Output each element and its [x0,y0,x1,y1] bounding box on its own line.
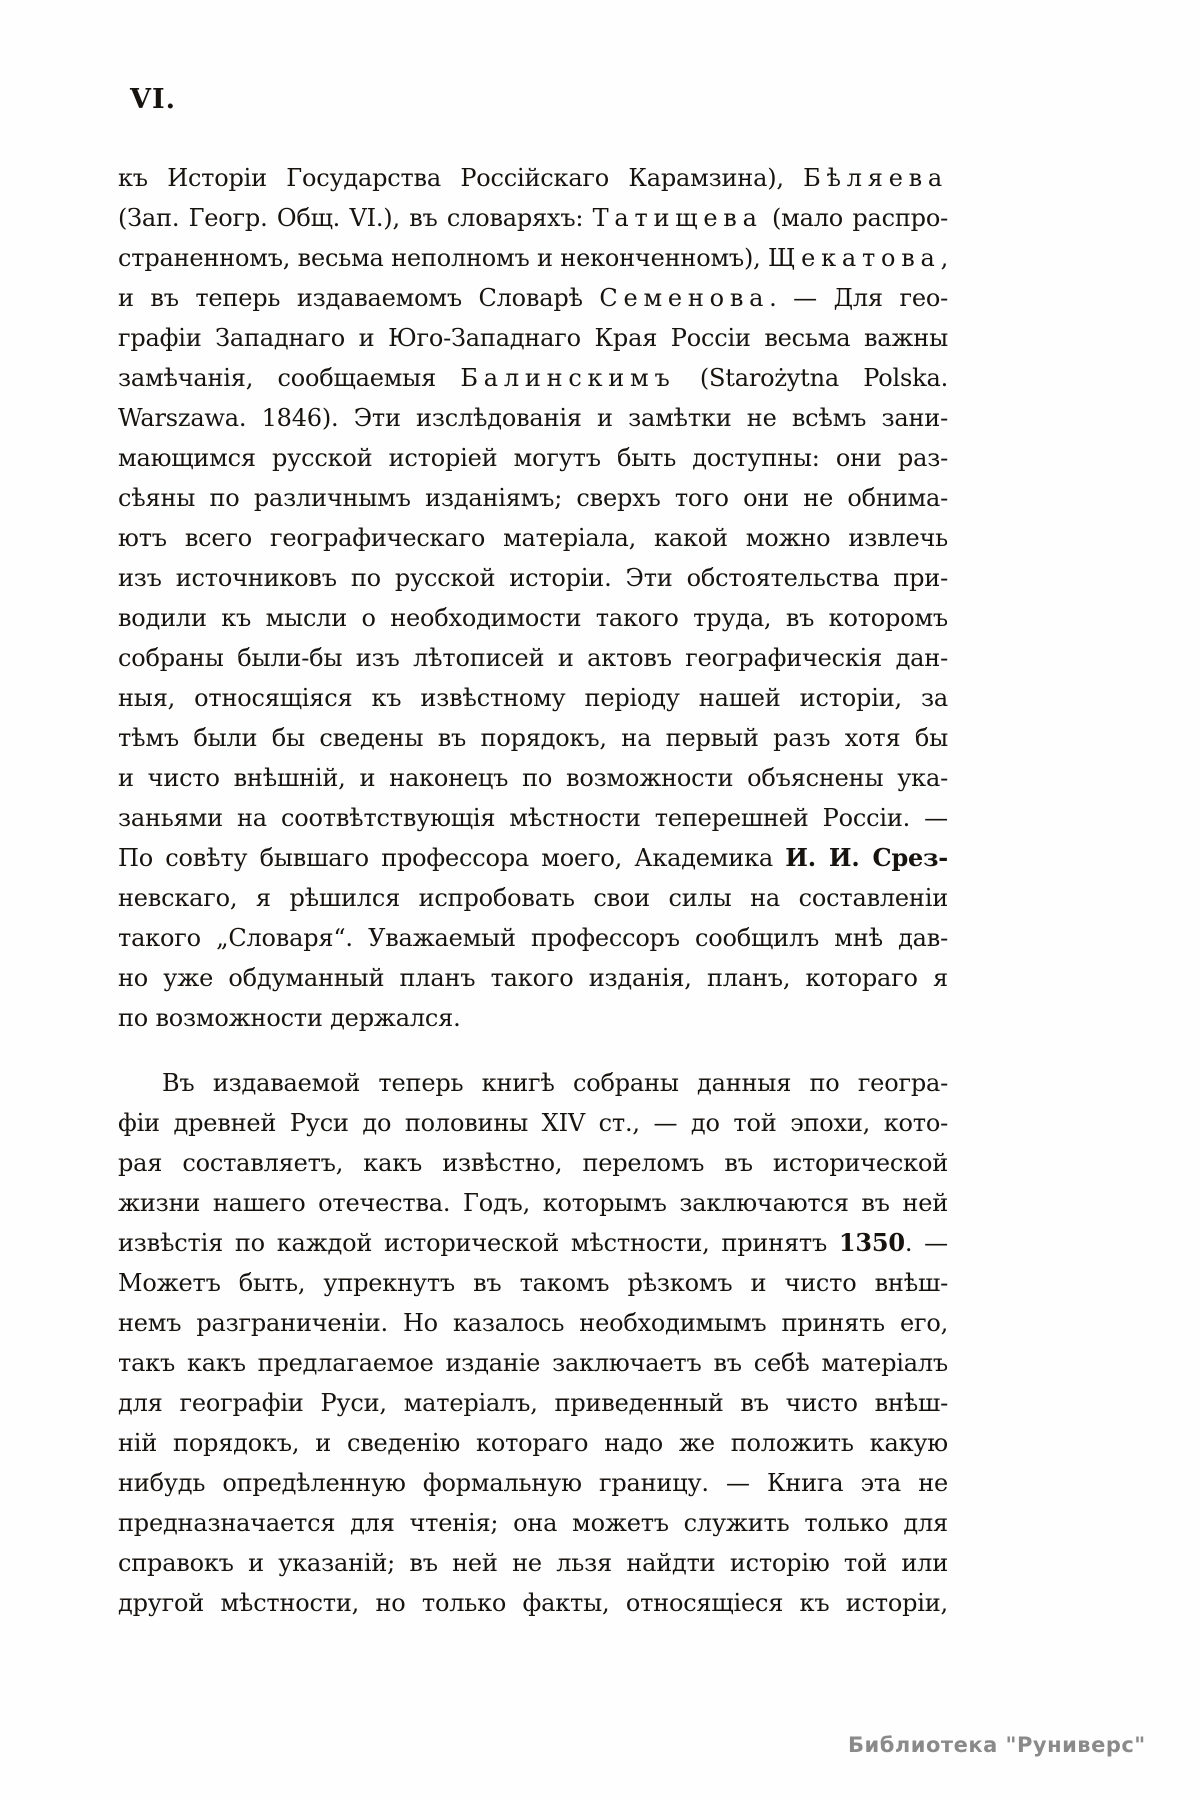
text-segment: извѣстія по каждой исторической мѣстности, принятъ [118,1229,839,1257]
text-segment: Бѣляева [803,164,948,192]
page-text [118,158,948,1623]
text-segment: такъ какъ предлагаемое изданіе заключаетъ въ себѣ матеріалъ [118,1349,948,1377]
text-segment: , [940,244,948,272]
text-segment: Warszawa. 1846). Эти изслѣдованія и замѣтки не всѣмъ зани- [118,404,948,432]
text-line [118,278,948,318]
text-segment: ныя, относящіяся къ извѣстному періоду нашей исторіи, за [118,684,948,712]
text-segment: (Зап. Геогр. Общ. VI.), въ словаряхъ: [118,204,593,232]
text-segment: фіи древней Руси до половины XIV ст., — до той эпохи, кото- [118,1109,948,1137]
text-segment: (Starożytna Polska. [675,364,948,392]
text-segment: изъ источниковъ по русской исторіи. Эти обстоятельства при- [118,564,948,592]
text-segment: жизни нашего отечества. Годъ, которымъ заключаются въ ней [118,1189,948,1217]
text-line [118,238,948,278]
text-segment: и чисто внѣшній, и наконецъ по возможности объяснены ука- [118,764,948,792]
text-line [118,1103,948,1143]
text-segment: . — Для гео- [769,284,948,312]
text-segment: сѣяны по различнымъ изданіямъ; сверхъ того они не обнима- [118,484,948,512]
text-line [118,878,948,918]
text-line [118,158,948,198]
text-line [118,638,948,678]
text-segment: тѣмъ были бы сведены въ порядокъ, на первый разъ хотя бы [118,724,948,752]
text-segment: собраны были-бы изъ лѣтописей и актовъ географическія дан- [118,644,948,672]
text-line [118,438,948,478]
text-segment: 1350 [838,1228,905,1257]
text-line [118,358,948,398]
text-segment: для географіи Руси, матеріалъ, приведенный въ чисто внѣш- [118,1389,948,1417]
text-line [118,958,948,998]
text-segment: невскаго, я рѣшился испробовать свои силы на составленіи [118,884,948,912]
text-line [118,398,948,438]
text-line [118,1583,948,1623]
text-segment: по возможности держался. [118,1004,461,1032]
text-segment: Щекатова [768,244,941,272]
library-watermark: Библиотека "Руниверс" [848,1733,1146,1757]
text-segment: немъ разграниченіи. Но казалось необходимымъ принять его, [118,1309,948,1337]
text-segment: Семенова [599,284,770,312]
text-segment: но уже обдуманный планъ такого изданія, планъ, котораго я [118,964,948,992]
section-number: VI. [130,84,176,115]
text-segment: Въ издаваемой теперь книгѣ собраны данныя по геогра- [162,1069,948,1097]
text-segment: мающимся русской исторіей могутъ быть доступны: они раз- [118,444,948,472]
text-line [118,1143,948,1183]
text-segment: ній порядокъ, и сведенію котораго надо же положить какую [118,1429,948,1457]
text-line [118,1223,948,1263]
text-segment: Балинскимъ [460,364,676,392]
text-segment: И. И. Срез- [785,843,948,872]
text-segment: такого „Словаря“. Уважаемый профессоръ сообщилъ мнѣ дав- [118,924,948,952]
text-line [118,838,948,878]
text-segment: Можетъ быть, упрекнутъ въ такомъ рѣзкомъ и чисто внѣш- [118,1269,948,1297]
text-line [118,718,948,758]
text-segment: къ Исторіи Государства Россійскаго Карамзина), [118,164,804,192]
text-line [118,1423,948,1463]
text-segment: справокъ и указаній; въ ней не льзя найдти исторію той или [118,1549,948,1577]
text-segment: рая составляетъ, какъ извѣстно, переломъ въ исторической [118,1149,948,1177]
text-line [118,1303,948,1343]
text-line [118,558,948,598]
text-segment: водили къ мысли о необходимости такого труда, въ которомъ [118,604,948,632]
text-segment: замѣчанія, сообщаемыя [118,364,461,392]
text-line [118,758,948,798]
text-segment: и въ теперь издаваемомъ Словарѣ [118,284,600,312]
text-line [118,678,948,718]
text-line [118,518,948,558]
text-segment: страненномъ, весьма неполномъ и неконченномъ), [118,244,769,272]
paragraph [118,1063,948,1623]
text-line [118,1463,948,1503]
paragraph [118,158,948,1038]
text-line [118,998,948,1038]
text-line [118,318,948,358]
text-line [118,1503,948,1543]
text-line [118,798,948,838]
text-line [118,1063,948,1103]
text-line [118,1343,948,1383]
text-segment: . — [904,1229,948,1257]
text-segment: Татищева [592,204,763,232]
text-segment: (мало распро- [762,204,949,232]
text-segment: ютъ всего географическаго матеріала, какой можно извлечь [118,524,948,552]
text-line [118,598,948,638]
text-line [118,1263,948,1303]
text-line [118,1183,948,1223]
text-line [118,918,948,958]
text-line [118,1383,948,1423]
text-line [118,478,948,518]
text-segment: нибудь опредѣленную формальную границу. — Книга эта не [118,1469,948,1497]
text-line [118,1543,948,1583]
text-segment: предназначается для чтенія; она можетъ служить только для [118,1509,948,1537]
text-segment: По совѣту бывшаго профессора моего, Академика [118,844,786,872]
text-segment: заньями на соотвѣтствующія мѣстности теперешней Россіи. — [118,804,948,832]
text-line [118,198,948,238]
text-segment: графіи Западнаго и Юго-Западнаго Края Россіи весьма важны [118,324,948,352]
text-segment: другой мѣстности, но только факты, относящіеся къ исторіи, [118,1589,948,1617]
